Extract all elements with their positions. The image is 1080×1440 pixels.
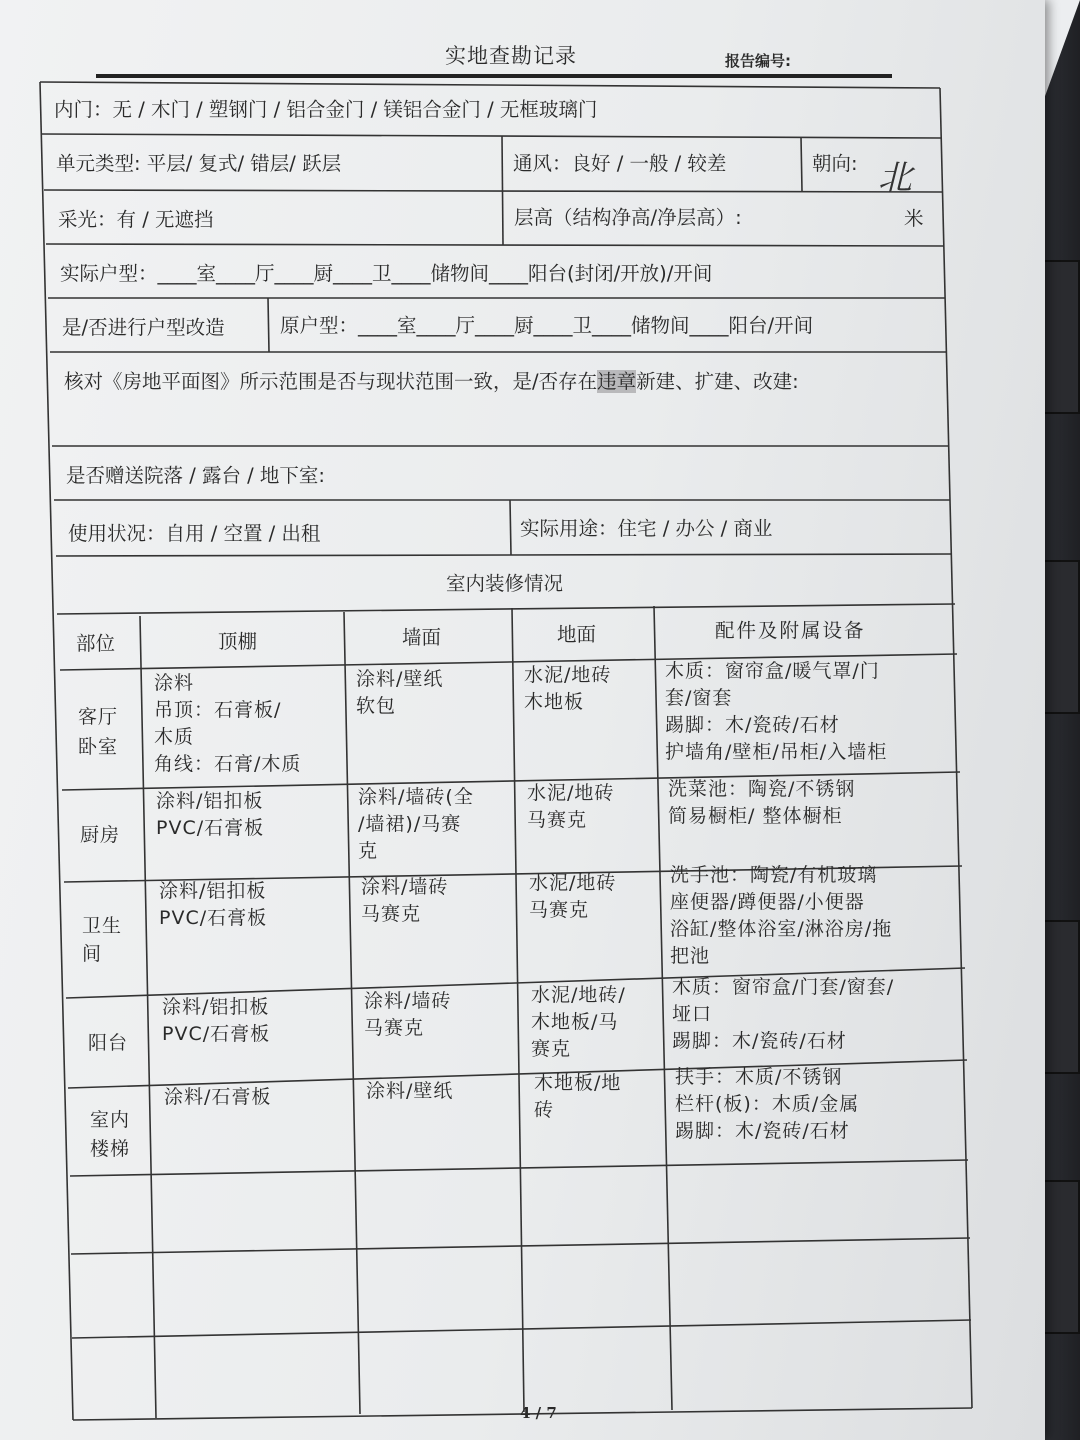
header-ceiling: 顶棚 <box>218 630 258 653</box>
ventilation-options: 通风：良好 / 一般 / 较差 <box>513 152 727 175</box>
usage-status-options: 使用状况：自用 / 空置 / 出租 <box>68 522 321 545</box>
floor-kitchen: 水泥/地砖 马赛克 <box>527 782 615 831</box>
part-balcony: 阳台 <box>88 1032 129 1054</box>
gift-question: 是否赠送院落 / 露台 / 地下室: <box>66 464 326 487</box>
wall-kitchen: 涂料/墙砖(全 /墙裙)/马赛 克 <box>358 786 474 862</box>
ceiling-balcony: 涂料/铝扣板 PVC/石膏板 <box>162 996 271 1045</box>
original-layout-line: 原户型：____室____厅____厨____卫____储物间____阳台/开间 <box>280 314 814 337</box>
page-number: 4 / 7 <box>520 1404 557 1422</box>
floor-balcony: 水泥/地砖/ 木地板/马 赛克 <box>531 984 626 1060</box>
header-part: 部位 <box>76 632 116 655</box>
part-living-bedroom: 客厅 卧室 <box>78 706 119 758</box>
fittings-bathroom: 洗手池：陶瓷/有机玻璃 座便器/蹲便器/小便器 浴缸/整体浴室/淋浴房/拖 把池 <box>670 864 893 967</box>
inner-door-options: 内门：无 / 木门 / 塑钢门 / 铝合金门 / 镁铝合金门 / 无框玻璃门 <box>54 98 598 121</box>
ceiling-bathroom: 涂料/铝扣板 PVC/石膏板 <box>159 880 268 929</box>
floor-indoor-stairs: 木地板/地 砖 <box>534 1072 622 1121</box>
floor-living-bedroom: 水泥/地砖 木地板 <box>524 664 612 713</box>
actual-use-options: 实际用途：住宅 / 办公 / 商业 <box>520 517 773 540</box>
ceiling-kitchen: 涂料/铝扣板 PVC/石膏板 <box>156 790 265 839</box>
actual-layout-line: 实际户型：____室____厅____厨____卫____储物间____阳台(封闭/开放)/开间 <box>60 262 713 285</box>
header-floor: 地面 <box>557 623 597 646</box>
wall-indoor-stairs: 涂料/壁纸 <box>366 1080 454 1102</box>
floor-height-label: 层高（结构净高/净层高）: <box>514 206 742 229</box>
part-kitchen: 厨房 <box>80 824 121 846</box>
header-fittings: 配件及附属设备 <box>715 619 866 642</box>
fittings-balcony: 木质：窗帘盒/门套/窗套/ 垭口 踢脚：木/瓷砖/石材 <box>672 976 895 1052</box>
plan-verification-question: 核对《房地平面图》所示范围是否与现状范围一致，是/否存在违章新建、扩建、改建: <box>64 370 799 393</box>
orientation-handwritten: 北 <box>878 158 912 198</box>
page-title: 实地查勘记录 <box>445 44 577 68</box>
orientation-label: 朝向: <box>812 152 858 175</box>
floor-bathroom: 水泥/地砖 马赛克 <box>529 872 617 921</box>
header-wall: 墙面 <box>402 626 442 649</box>
decoration-section-title: 室内装修情况 <box>446 572 564 595</box>
wall-bathroom: 涂料/墙砖 马赛克 <box>361 876 449 925</box>
fittings-living-bedroom: 木质：窗帘盒/暖气罩/门 套/窗套 踢脚：木/瓷砖/石材 护墙角/壁柜/吊柜/入墙柜 <box>665 660 888 763</box>
wall-balcony: 涂料/墙砖 马赛克 <box>364 990 452 1039</box>
ceiling-indoor-stairs: 涂料/石膏板 <box>164 1086 272 1108</box>
part-indoor-stairs: 室内 楼梯 <box>90 1109 131 1160</box>
part-bathroom: 卫生 间 <box>82 915 123 965</box>
report-number-label: 报告编号: <box>725 52 791 70</box>
wall-living-bedroom: 涂料/壁纸 软包 <box>356 668 444 717</box>
renovation-question: 是/否进行户型改造 <box>62 316 225 339</box>
fittings-kitchen: 洗菜池：陶瓷/不锈钢 简易橱柜/ 整体橱柜 <box>668 778 856 827</box>
ceiling-living-bedroom: 涂料 吊顶：石膏板/ 木质 角线：石膏/木质 <box>154 672 302 775</box>
floor-height-unit: 米 <box>904 207 924 230</box>
fittings-indoor-stairs: 扶手：木质/不锈钢 栏杆(板)：木质/金属 踢脚：木/瓷砖/石材 <box>675 1066 860 1142</box>
unit-type-options: 单元类型: 平层/ 复式/ 错层/ 跃层 <box>56 152 342 175</box>
lighting-options: 采光：有 / 无遮挡 <box>58 208 214 231</box>
